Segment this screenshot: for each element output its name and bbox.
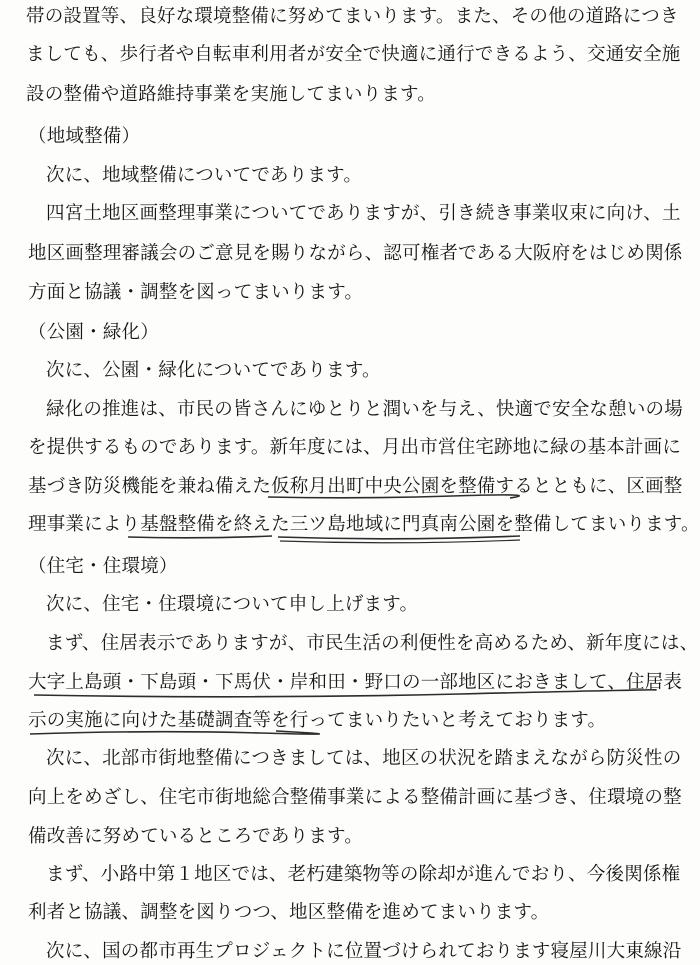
text-line: まず、小路中第１地区では、老朽建築物等の除却が進んでおり、今後関係権 <box>46 864 681 885</box>
text-line: 理事業により基盤整備を終えた三ツ島地域に門真南公園を整備してまいります。 <box>28 514 700 535</box>
text-line: ましても、歩行者や自転車利用者が安全で快適に通行できるよう、交通安全施 <box>26 44 681 65</box>
section-heading: （住宅・住環境） <box>28 556 178 577</box>
text-line: 方面と協議・調整を図ってまいります。 <box>28 282 364 303</box>
text-line: 次に、北部市街地整備につきましては、地区の状況を踏まえながら防災性の <box>46 748 682 769</box>
text-line: 大字上島頭・下島頭・下馬伏・岸和田・野口の一部地区におきまして、住居表 <box>28 672 683 693</box>
text-line: 緑化の推進は、市民の皆さんにゆとりと潤いを与え、快適で安全な憩いの場 <box>46 399 683 420</box>
text-line: を提供するものであります。新年度には、月出市営住宅跡地に緑の基本計画に <box>28 437 682 458</box>
underline-mitsushima-park-double <box>280 540 520 543</box>
text-line: 利者と協議、調整を図りつつ、地区整備を進めてまいります。 <box>28 902 550 923</box>
section-heading: （公園・緑化） <box>28 322 159 343</box>
text-line: 基づき防災機能を兼ね備えた仮称月出町中央公園を整備するとともに、区画整 <box>28 476 683 497</box>
text-line: 地区画整理審議会のご意見を賜りながら、認可権者である大阪府をはじめ関係 <box>28 243 683 264</box>
text-line: 帯の設置等、良好な環境整備に努めてまいります。また、その他の道路につき <box>26 6 679 27</box>
text-line: 次に、公園・緑化についてであります。 <box>46 360 381 381</box>
text-line: 備改善に努めているところであります。 <box>28 826 363 847</box>
section-heading: （地域整備） <box>28 126 141 147</box>
text-line: 次に、住宅・住環境について申し上げます。 <box>46 594 419 615</box>
text-line: 次に、国の都市再生プロジェクトに位置づけられております寝屋川大東線沿 <box>46 941 682 962</box>
text-line: まず、住居表示でありますが、市民生活の利便性を高めるため、新年度には、 <box>46 633 699 654</box>
text-line: 四宮土地区画整理事業についてでありますが、引き続き事業収束に向け、土 <box>46 203 681 224</box>
text-line: 次に、地域整備についてであります。 <box>46 165 363 186</box>
text-line: 向上をめざし、住宅市街地総合整備事業による整備計画に基づき、住環境の整 <box>28 787 682 808</box>
text-line: 示の実施に向けた基礎調査等を行ってまいりたいと考えております。 <box>28 710 607 731</box>
text-line: 設の整備や道路維持事業を実施してまいります。 <box>26 84 436 105</box>
